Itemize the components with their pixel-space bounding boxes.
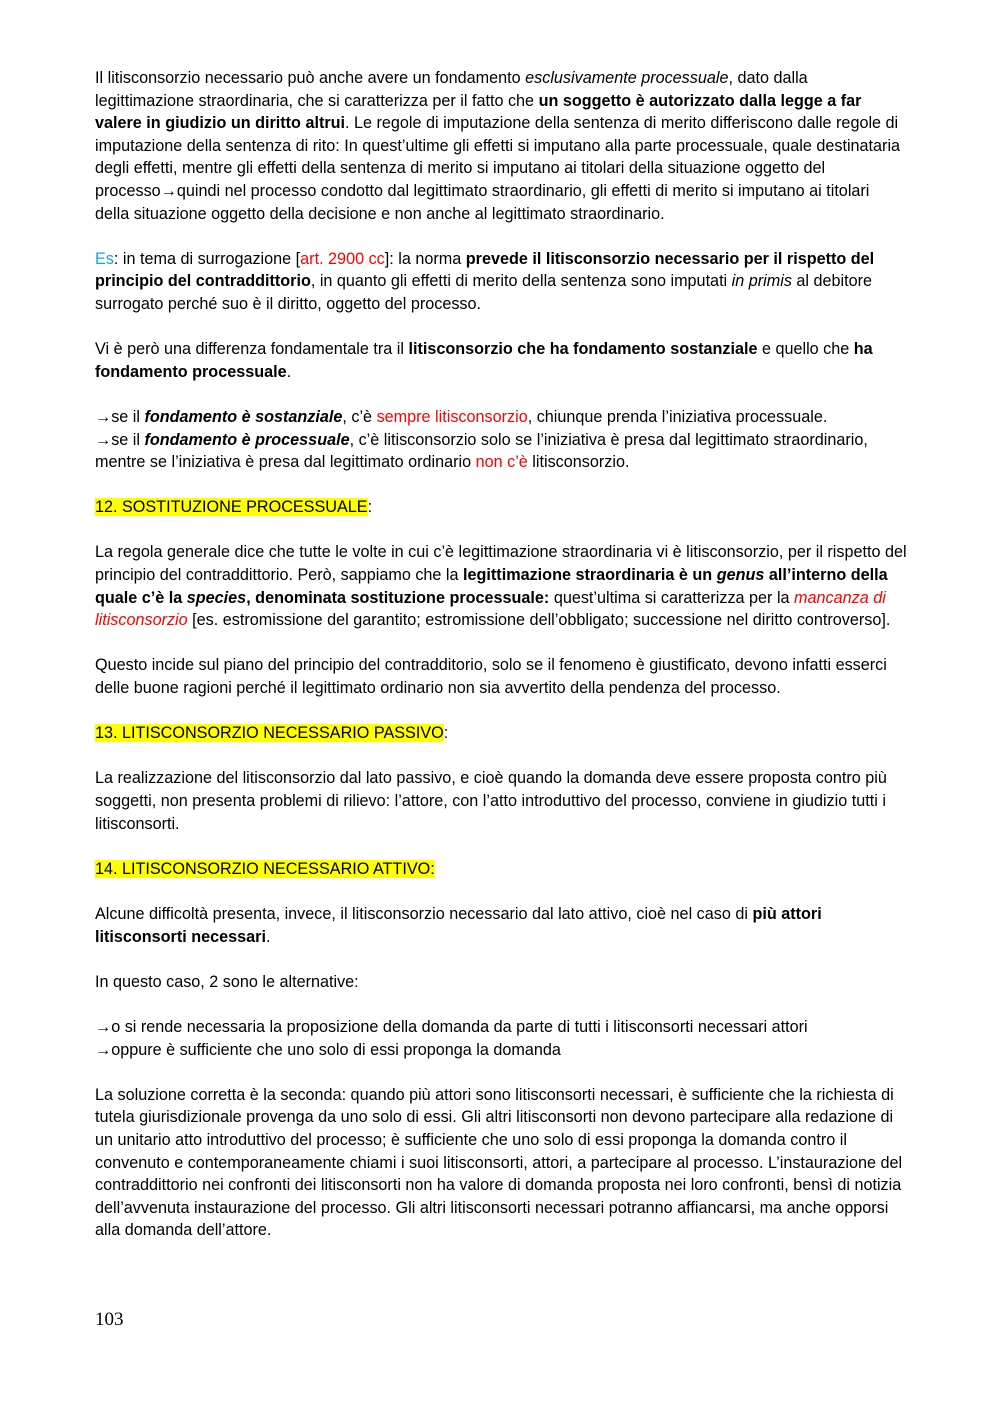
section-heading-12: 12. SOSTITUZIONE PROCESSUALE: xyxy=(95,498,373,517)
document-body xyxy=(95,67,907,1242)
paragraph-contradditorio: Questo incide sul piano del principio del contradditorio, solo se il fenomeno è giustificato, devono infatti esserci delle buone ragioni perché il legittimato ordinario non sia avvertito della pendenza del processo. xyxy=(95,656,887,698)
article-reference: art. 2900 cc xyxy=(300,249,385,268)
example-label: Es xyxy=(95,249,114,268)
paragraph-lato-attivo: Alcune difficoltà presenta, invece, il litisconsorzio necessario dal lato attivo, cioè nel caso di più attori litisconsorti necessari. xyxy=(95,904,822,946)
arrow-point-processuale: →se il fondamento è processuale, c’è litisconsorzio solo se l’iniziativa è presa dal legittimato straordinario, mentre se l’iniziativa è presa dal legittimato ordinario non c’è litisconsorzio. xyxy=(95,430,868,472)
arrow-point-alternative-2: →oppure è sufficiente che uno solo di essi proponga la domanda xyxy=(95,1040,561,1059)
paragraph-regola-generale: La regola generale dice che tutte le volte in cui c’è legittimazione straordinaria vi è litisconsorzio, per il rispetto del principio del contraddittorio. Però, sappiamo che la legittimazione straordinaria è un genus all’interno della quale c’è la species, denominata sostituzione processuale: quest’ultima si caratterizza per la mancanza di litisconsorzio [es. estromissione del garantito; estromissione dell’obbligato; successione nel diritto controverso]. xyxy=(95,543,907,630)
arrow-point-alternative-1: →o si rende necessaria la proposizione della domanda da parte di tutti i litisconsorti necessari attori xyxy=(95,1017,808,1036)
paragraph-differenza: Vi è però una differenza fondamentale tra il litisconsorzio che ha fondamento sostanziale e quello che ha fondamento processuale. xyxy=(95,340,873,381)
section-heading-14: 14. LITISCONSORZIO NECESSARIO ATTIVO: xyxy=(95,859,435,878)
page-number: 103 xyxy=(95,1309,124,1330)
paragraph-lato-passivo: La realizzazione del litisconsorzio dal lato passivo, e cioè quando la domanda deve essere proposta contro più soggetti, non presenta problemi di rilievo: l’attore, con l’atto introduttivo del processo, conviene in giudizio tutti i litisconsorti. xyxy=(95,769,887,833)
paragraph-fondamento-processuale: Il litisconsorzio necessario può anche avere un fondamento esclusivamente processuale, dato dalla legittimazione straordinaria, che si caratterizza per il fatto che un soggetto è autorizzato dalla legge a far valere in giudizio un diritto altrui. Le regole di imputazione della sentenza di merito differiscono dalle regole di imputazione della sentenza di rito: In quest’ultime gli effetti si imputano alla parte processuale, quale destinataria degli effetti, mentre gli effetti della sentenza di merito si imputano ai titolari della situazione oggetto del processo→quindi nel processo condotto dal legittimato straordinario, gli effetti di merito si imputano ai titolari della situazione oggetto della decisione e non anche al legittimato straordinario. xyxy=(95,69,901,223)
paragraph-example-surrogazione: Es: in tema di surrogazione [art. 2900 cc]: la norma prevede il litisconsorzio necessario per il rispetto del principio del contraddittorio, in quanto gli effetti di merito della sentenza sono imputati in primis al debitore surrogato perché suo è il diritto, oggetto del processo. xyxy=(95,249,875,313)
paragraph-soluzione: La soluzione corretta è la seconda: quando più attori sono litisconsorti necessari, è sufficiente che la richiesta di tutela giurisdizionale provenga da uno solo di essi. Gli altri litisconsorti non devono partecipare alla redazione di un unitario atto introduttivo del processo; è sufficiente che uno solo di essi proponga la domanda contro il convenuto e contemporaneamente chiami i suoi litisconsorti, attori, a partecipare al processo. L’instaurazione del contraddittorio nei confronti dei litisconsorti non ha valore di domanda proposta nei loro confronti, bensì di notizia dell’avvenuta instaurazione del processo. Gli altri litisconsorti necessari potranno affiancarsi, ma anche opporsi alla domanda dell’attore. xyxy=(95,1085,903,1240)
section-heading-13: 13. LITISCONSORZIO NECESSARIO PASSIVO: xyxy=(95,724,449,743)
paragraph-alternative: In questo caso, 2 sono le alternative: xyxy=(95,972,359,991)
arrow-point-sostanziale: →se il fondamento è sostanziale, c’è sempre litisconsorzio, chiunque prenda l’iniziativa processuale. xyxy=(95,407,828,426)
